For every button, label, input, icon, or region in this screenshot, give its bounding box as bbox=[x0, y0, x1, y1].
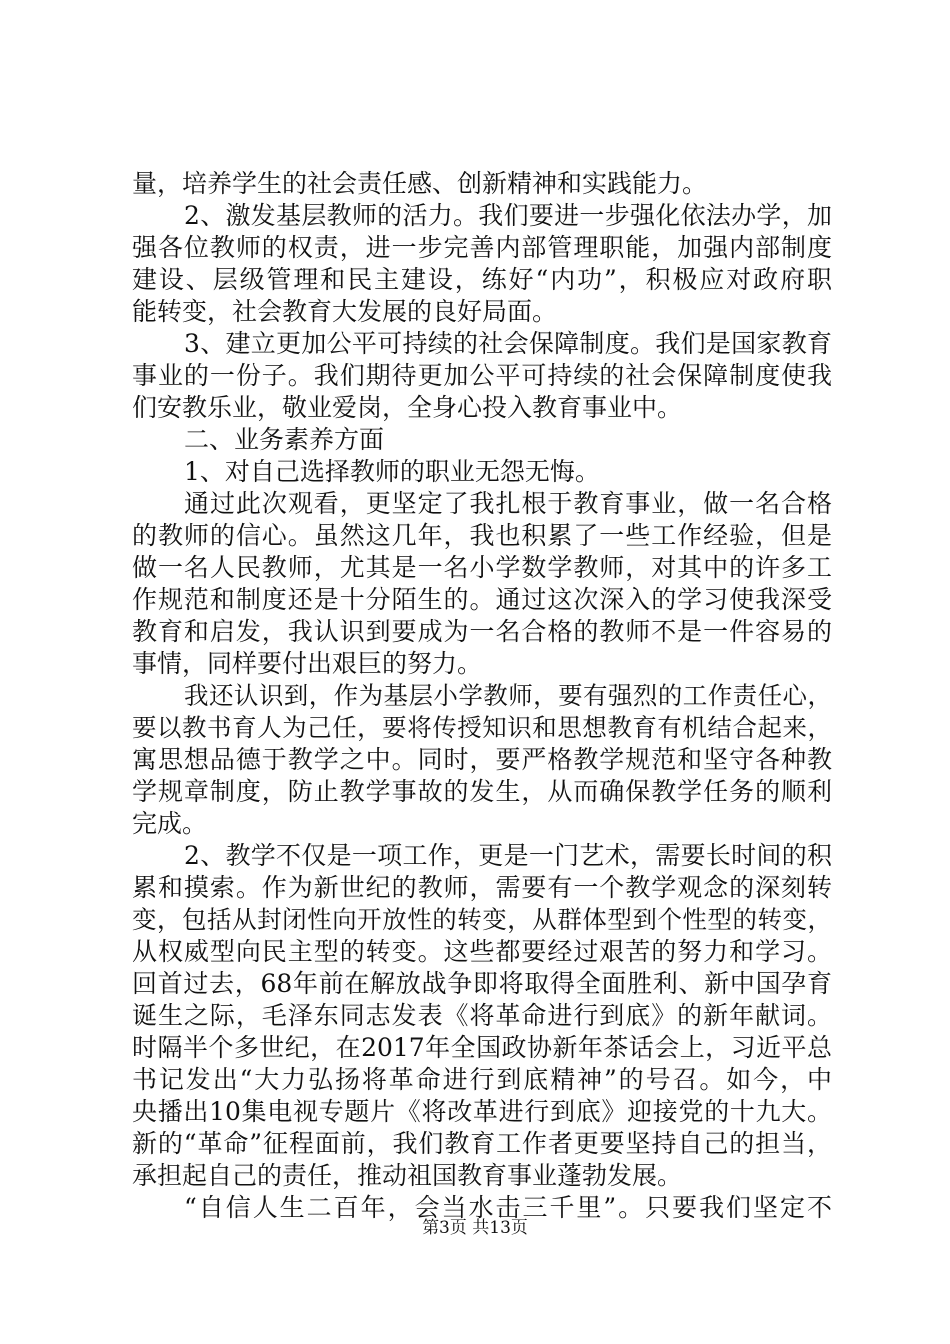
text-line: 二、业务素养方面 bbox=[184, 425, 385, 454]
text-line: 建设、层级管理和民主建设，练好“内功”，积极应对政府职 bbox=[132, 265, 832, 294]
text-line: 时隔半个多世纪，在2017年全国政协新年茶话会上，习近平总 bbox=[132, 1033, 832, 1062]
text-line: 教育和启发，我认识到要成为一名合格的教师不是一件容易的 bbox=[132, 617, 832, 646]
text-line: 们安教乐业，敬业爱岗，全身心投入教育事业中。 bbox=[132, 393, 683, 422]
text-line: 做一名人民教师，尤其是一名小学数学教师，对其中的许多工 bbox=[132, 553, 832, 582]
text-line: 2、激发基层教师的活力。我们要进一步强化依法办学，加 bbox=[184, 201, 832, 230]
text-line: 诞生之际，毛泽东同志发表《将革命进行到底》的新年献词。 bbox=[132, 1001, 832, 1030]
text-line: 事情，同样要付出艰巨的努力。 bbox=[132, 649, 483, 678]
text-line: 从权威型向民主型的转变。这些都要经过艰苦的努力和学习。 bbox=[132, 937, 832, 966]
text-line: 3、建立更加公平可持续的社会保障制度。我们是国家教育 bbox=[184, 329, 832, 358]
text-line: 1、对自己选择教师的职业无怨无悔。 bbox=[184, 457, 600, 486]
text-line: 作规范和制度还是十分陌生的。通过这次深入的学习使我深受 bbox=[132, 585, 832, 614]
text-line: 变，包括从封闭性向开放性的转变，从群体型到个性型的转变， bbox=[132, 905, 832, 934]
text-line: 事业的一份子。我们期待更加公平可持续的社会保障制度使我 bbox=[132, 361, 832, 390]
text-line: 寓思想品德于教学之中。同时，要严格教学规范和坚守各种教 bbox=[132, 745, 832, 774]
text-line: 回首过去，68年前在解放战争即将取得全面胜利、新中国孕育 bbox=[132, 969, 832, 998]
text-line: 央播出10集电视专题片《将改革进行到底》迎接党的十九大。 bbox=[132, 1097, 832, 1126]
text-line: 累和摸索。作为新世纪的教师，需要有一个教学观念的深刻转 bbox=[132, 873, 832, 902]
page-footer: 第3页 共13页 bbox=[422, 1218, 528, 1238]
text-line: 2、教学不仅是一项工作，更是一门艺术，需要长时间的积 bbox=[184, 841, 832, 870]
text-line: 新的“革命”征程面前，我们教育工作者更要坚持自己的担当， bbox=[132, 1129, 832, 1158]
text-line: 书记发出“大力弘扬将革命进行到底精神”的号召。如今，中 bbox=[132, 1065, 832, 1094]
text-line: 我还认识到，作为基层小学教师，要有强烈的工作责任心， bbox=[184, 681, 832, 710]
text-line: “自信人生二百年，会当水击三千里”。只要我们坚定不 bbox=[184, 1193, 832, 1222]
text-line: 承担起自己的责任，推动祖国教育事业蓬勃发展。 bbox=[132, 1161, 683, 1190]
text-line: 的教师的信心。虽然这几年，我也积累了一些工作经验，但是 bbox=[132, 521, 832, 550]
text-line: 通过此次观看，更坚定了我扎根于教育事业，做一名合格 bbox=[184, 489, 832, 518]
text-line: 完成。 bbox=[132, 809, 208, 838]
text-line: 量，培养学生的社会责任感、创新精神和实践能力。 bbox=[132, 169, 708, 198]
text-line: 能转变，社会教育大发展的良好局面。 bbox=[132, 297, 558, 326]
text-line: 要以教书育人为己任，要将传授知识和思想教育有机结合起来， bbox=[132, 713, 832, 742]
text-line: 强各位教师的权责，进一步完善内部管理职能，加强内部制度 bbox=[132, 233, 832, 262]
text-line: 学规章制度，防止教学事故的发生，从而确保教学任务的顺利 bbox=[132, 777, 832, 806]
document-body bbox=[132, 168, 832, 1224]
